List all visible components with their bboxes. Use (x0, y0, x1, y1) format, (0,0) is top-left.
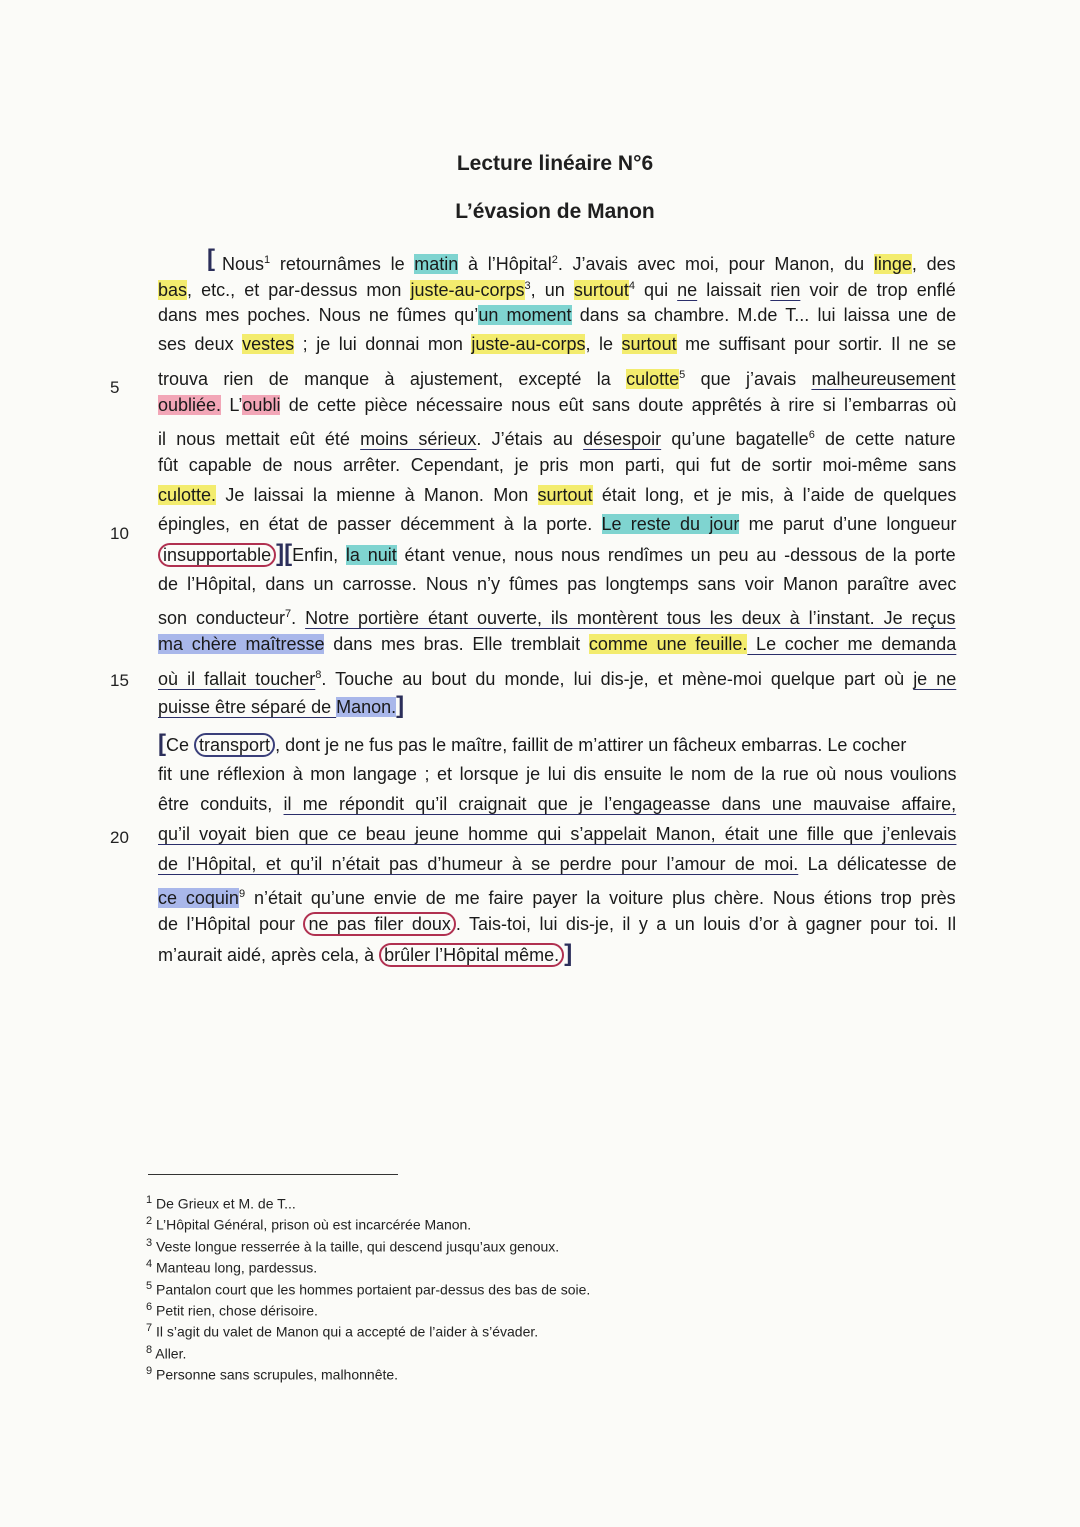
highlighted-phrase: Manon. (336, 697, 397, 717)
document-subtitle: L’évasion de Manon (455, 200, 655, 223)
text-segment: dans mes poches. Nous ne fûmes qu’ (158, 305, 479, 325)
text-line (158, 570, 956, 598)
text-segment: . (291, 608, 306, 628)
text-segment: épingles, en état de passer décemment à la porte. (158, 514, 602, 534)
text-segment: Je laissai la mienne à Manon. Mon (216, 485, 538, 505)
footnote-rule (148, 1174, 398, 1175)
footnote-number: 7 (146, 1322, 153, 1335)
line-number-15: 15 (110, 671, 129, 690)
text-segment: , dont je ne fus pas le maître, faillit de m’attirer un fâcheux embarras. Le cocher (275, 735, 907, 755)
line-number-20: 20 (110, 828, 129, 847)
footnote-text: Pantalon court que les hommes portaient par-dessus des bas de soie. (152, 1281, 591, 1298)
annotation-bracket: ] (276, 540, 285, 567)
text-segment: ; je lui donnai mon (294, 334, 472, 354)
annotation-bracket: ] (564, 940, 573, 967)
annotation-bracket: ] (396, 692, 405, 719)
underlined-phrase: ne (677, 280, 698, 300)
highlighted-phrase: oubliée. (158, 395, 222, 415)
text-segment: qui (634, 280, 678, 300)
text-segment: Enfin, (292, 545, 346, 565)
underlined-phrase: désespoir (583, 429, 662, 449)
circled-phrase: ne pas filer doux (303, 912, 455, 936)
footnote-number: 1 (146, 1194, 153, 1206)
text-line (158, 481, 956, 509)
text-line (158, 391, 956, 419)
footnote (146, 1318, 538, 1343)
text-line (158, 910, 956, 938)
footnote-text: Petit rien, chose dérisoire. (152, 1302, 318, 1319)
text-segment: L’ (221, 395, 243, 415)
footnote-ref: 1 (264, 254, 271, 266)
footnote-ref: 2 (551, 254, 558, 266)
highlighted-phrase: juste-au-corps (471, 334, 586, 354)
text-segment: de l’Hôpital, dans un carrosse. Nous n’y fûmes pas longtemps sans voir Manon paraître avec (158, 574, 957, 594)
text-segment: que j’avais (685, 369, 812, 389)
footnote-number: 9 (146, 1365, 153, 1378)
text-line (158, 940, 572, 968)
text-segment: , etc., et par-dessus mon (187, 280, 411, 300)
text-line (158, 421, 956, 449)
line-number-5: 5 (110, 378, 120, 397)
footnote-text: Personne sans scrupules, malhonnête. (152, 1366, 399, 1383)
footnote-text: De Grieux et M. de T... (152, 1195, 296, 1212)
text-segment: n’était qu’une envie de me faire payer la voiture plus chère. Nous étions trop près (245, 888, 956, 908)
text-segment: . Tais-toi, lui dis-je, il y a un louis d’or à gagner pour toi. Il (455, 914, 957, 934)
footnote (146, 1361, 398, 1386)
text-line (158, 692, 404, 720)
underlined-phrase: Notre portière étant ouverte, ils montèrent tous les deux à l’instant. Je reçus (305, 608, 956, 628)
text-line (158, 361, 956, 389)
footnote-text: Veste longue resserrée à la taille, qui descend jusqu’aux genoux. (152, 1238, 560, 1255)
annotation-bracket: [ (158, 730, 166, 757)
text-segment: . J’étais au (476, 429, 584, 449)
text-line (158, 730, 906, 758)
footnote-number: 2 (146, 1215, 153, 1228)
text-segment: retournâmes le (270, 254, 415, 274)
text-segment: me parut d’une longueur (739, 514, 957, 534)
text-line (158, 301, 956, 329)
annotation-bracket: [ (284, 540, 293, 567)
highlighted-phrase: linge (873, 254, 912, 274)
line-number-10: 10 (110, 524, 129, 543)
footnote-text: Aller. (152, 1345, 187, 1362)
footnote-text: L’Hôpital Général, prison où est incarcérée Manon. (152, 1217, 472, 1234)
circled-phrase: transport (194, 733, 275, 757)
highlighted-phrase: ce coquin (158, 888, 239, 908)
footnote-number: 3 (146, 1236, 153, 1249)
highlighted-phrase: un moment (478, 305, 572, 325)
text-segment: de cette pièce nécessaire nous eût sans doute apprêtés à rire si l’embarras où (280, 395, 957, 415)
text-line (158, 540, 956, 568)
footnote-number: 8 (146, 1343, 153, 1356)
text-line (158, 330, 956, 358)
underlined-phrase: moins sérieux (360, 429, 477, 449)
underlined-phrase: je ne (913, 669, 957, 689)
text-segment: m’aurait aidé, après cela, à (158, 945, 380, 965)
footnote-ref: 4 (628, 280, 635, 292)
underlined-phrase: Le cocher me demanda (747, 634, 957, 654)
text-line (158, 600, 956, 628)
text-segment: me suffisant pour sortir. Il ne se (676, 334, 957, 354)
highlighted-phrase: surtout (573, 280, 629, 300)
text-segment: , le (585, 334, 622, 354)
circled-phrase: insupportable (158, 543, 276, 567)
text-line (158, 760, 956, 788)
text-line (158, 820, 956, 848)
footnote-ref: 9 (238, 888, 246, 900)
text-line (222, 246, 956, 274)
highlighted-phrase: surtout (537, 485, 593, 505)
footnote-ref: 8 (315, 669, 322, 681)
highlighted-phrase: juste-au-corps (410, 280, 525, 300)
underlined-phrase: puisse être séparé de (158, 697, 337, 717)
text-segment: étant venue, nous nous rendîmes un peu au -dessous de la porte (396, 545, 956, 565)
text-segment: de cette nature (814, 429, 956, 449)
highlighted-phrase: oubli (242, 395, 281, 415)
highlighted-phrase: culotte (626, 369, 680, 389)
text-segment: . Touche au bout du monde, lui dis-je, et mène-moi quelque part où (321, 669, 914, 689)
opening-bracket: [ (207, 245, 215, 272)
footnote-text: Il s’agit du valet de Manon qui a accepté de l’aider à s’évader. (152, 1324, 539, 1341)
document-title: Lecture linéaire N°6 (456, 152, 654, 175)
highlighted-phrase: comme une feuille. (588, 634, 748, 654)
text-segment: Ce (166, 735, 195, 755)
highlighted-phrase: surtout (621, 334, 677, 354)
footnote-ref: 5 (679, 369, 686, 381)
underlined-phrase: rien (770, 280, 801, 300)
footnote-number: 6 (146, 1301, 153, 1313)
footnote-ref: 7 (285, 608, 292, 620)
text-segment: La délicatesse de (798, 854, 957, 874)
text-segment: laissait (697, 280, 771, 300)
highlighted-phrase: Le reste du jour (601, 514, 740, 534)
footnote-ref: 3 (524, 280, 531, 292)
text-segment: voir de trop enflé (800, 280, 956, 300)
text-segment: il nous mettait eût été (158, 429, 361, 449)
text-line (158, 850, 957, 878)
text-segment: à l’Hôpital (458, 254, 552, 274)
text-segment: , un (530, 280, 574, 300)
text-segment: , des (911, 254, 956, 274)
text-line (158, 630, 956, 658)
highlighted-phrase: matin (414, 254, 459, 274)
highlighted-phrase: la nuit (345, 545, 397, 565)
text-segment: fit une réflexion à mon langage ; et lorsque je lui dis ensuite le nom de la rue où nous voulions (158, 764, 957, 784)
highlighted-phrase: culotte. (158, 485, 217, 505)
underlined-phrase: malheureusement (811, 369, 956, 389)
text-segment: de l’Hôpital pour (158, 914, 304, 934)
text-line (158, 510, 956, 538)
text-line (158, 790, 956, 818)
underlined-phrase: qu’il voyait bien que ce beau jeune homme qui s’appelait Manon, était une fille que j’enlevais (158, 824, 957, 844)
highlighted-phrase: ma chère maîtresse (158, 634, 325, 654)
underlined-phrase: où il fallait toucher (158, 669, 316, 689)
text-segment: dans mes bras. Elle tremblait (324, 634, 589, 654)
text-line (158, 661, 956, 689)
footnote-number: 4 (146, 1258, 153, 1271)
text-line (158, 880, 956, 908)
highlighted-phrase: bas (158, 280, 188, 300)
text-segment: fût capable de nous arrêter. Cependant, je pris mon parti, qui fut de sortir moi-même sans (158, 455, 957, 475)
text-line (158, 272, 956, 300)
highlighted-phrase: vestes (242, 334, 295, 354)
underlined-phrase: il me répondit qu’il craignait que je l’engageasse dans une mauvaise affaire, (283, 794, 957, 814)
text-segment: . J’avais avec moi, pour Manon, du (557, 254, 874, 274)
footnote-ref: 6 (808, 429, 815, 441)
text-line (158, 451, 956, 479)
text-segment: était long, et je mis, à l’aide de quelques (592, 485, 957, 505)
underlined-phrase: de l’Hôpital, et qu’il n’était pas d’humeur à se perdre pour l’amour de moi. (158, 854, 799, 874)
footnote-number: 5 (146, 1279, 153, 1292)
text-segment: trouva rien de manque à ajustement, excepté la (158, 369, 627, 389)
text-segment: être conduits, (158, 794, 284, 814)
circled-phrase: brûler l’Hôpital même. (379, 943, 564, 967)
text-segment: son conducteur (158, 608, 286, 628)
text-segment: dans sa chambre. M.de T... lui laissa une de (571, 305, 957, 325)
text-segment: ses deux (158, 334, 243, 354)
text-segment: qu’une bagatelle (661, 429, 809, 449)
text-segment: Nous (222, 254, 265, 274)
footnote-text: Manteau long, pardessus. (152, 1259, 318, 1276)
